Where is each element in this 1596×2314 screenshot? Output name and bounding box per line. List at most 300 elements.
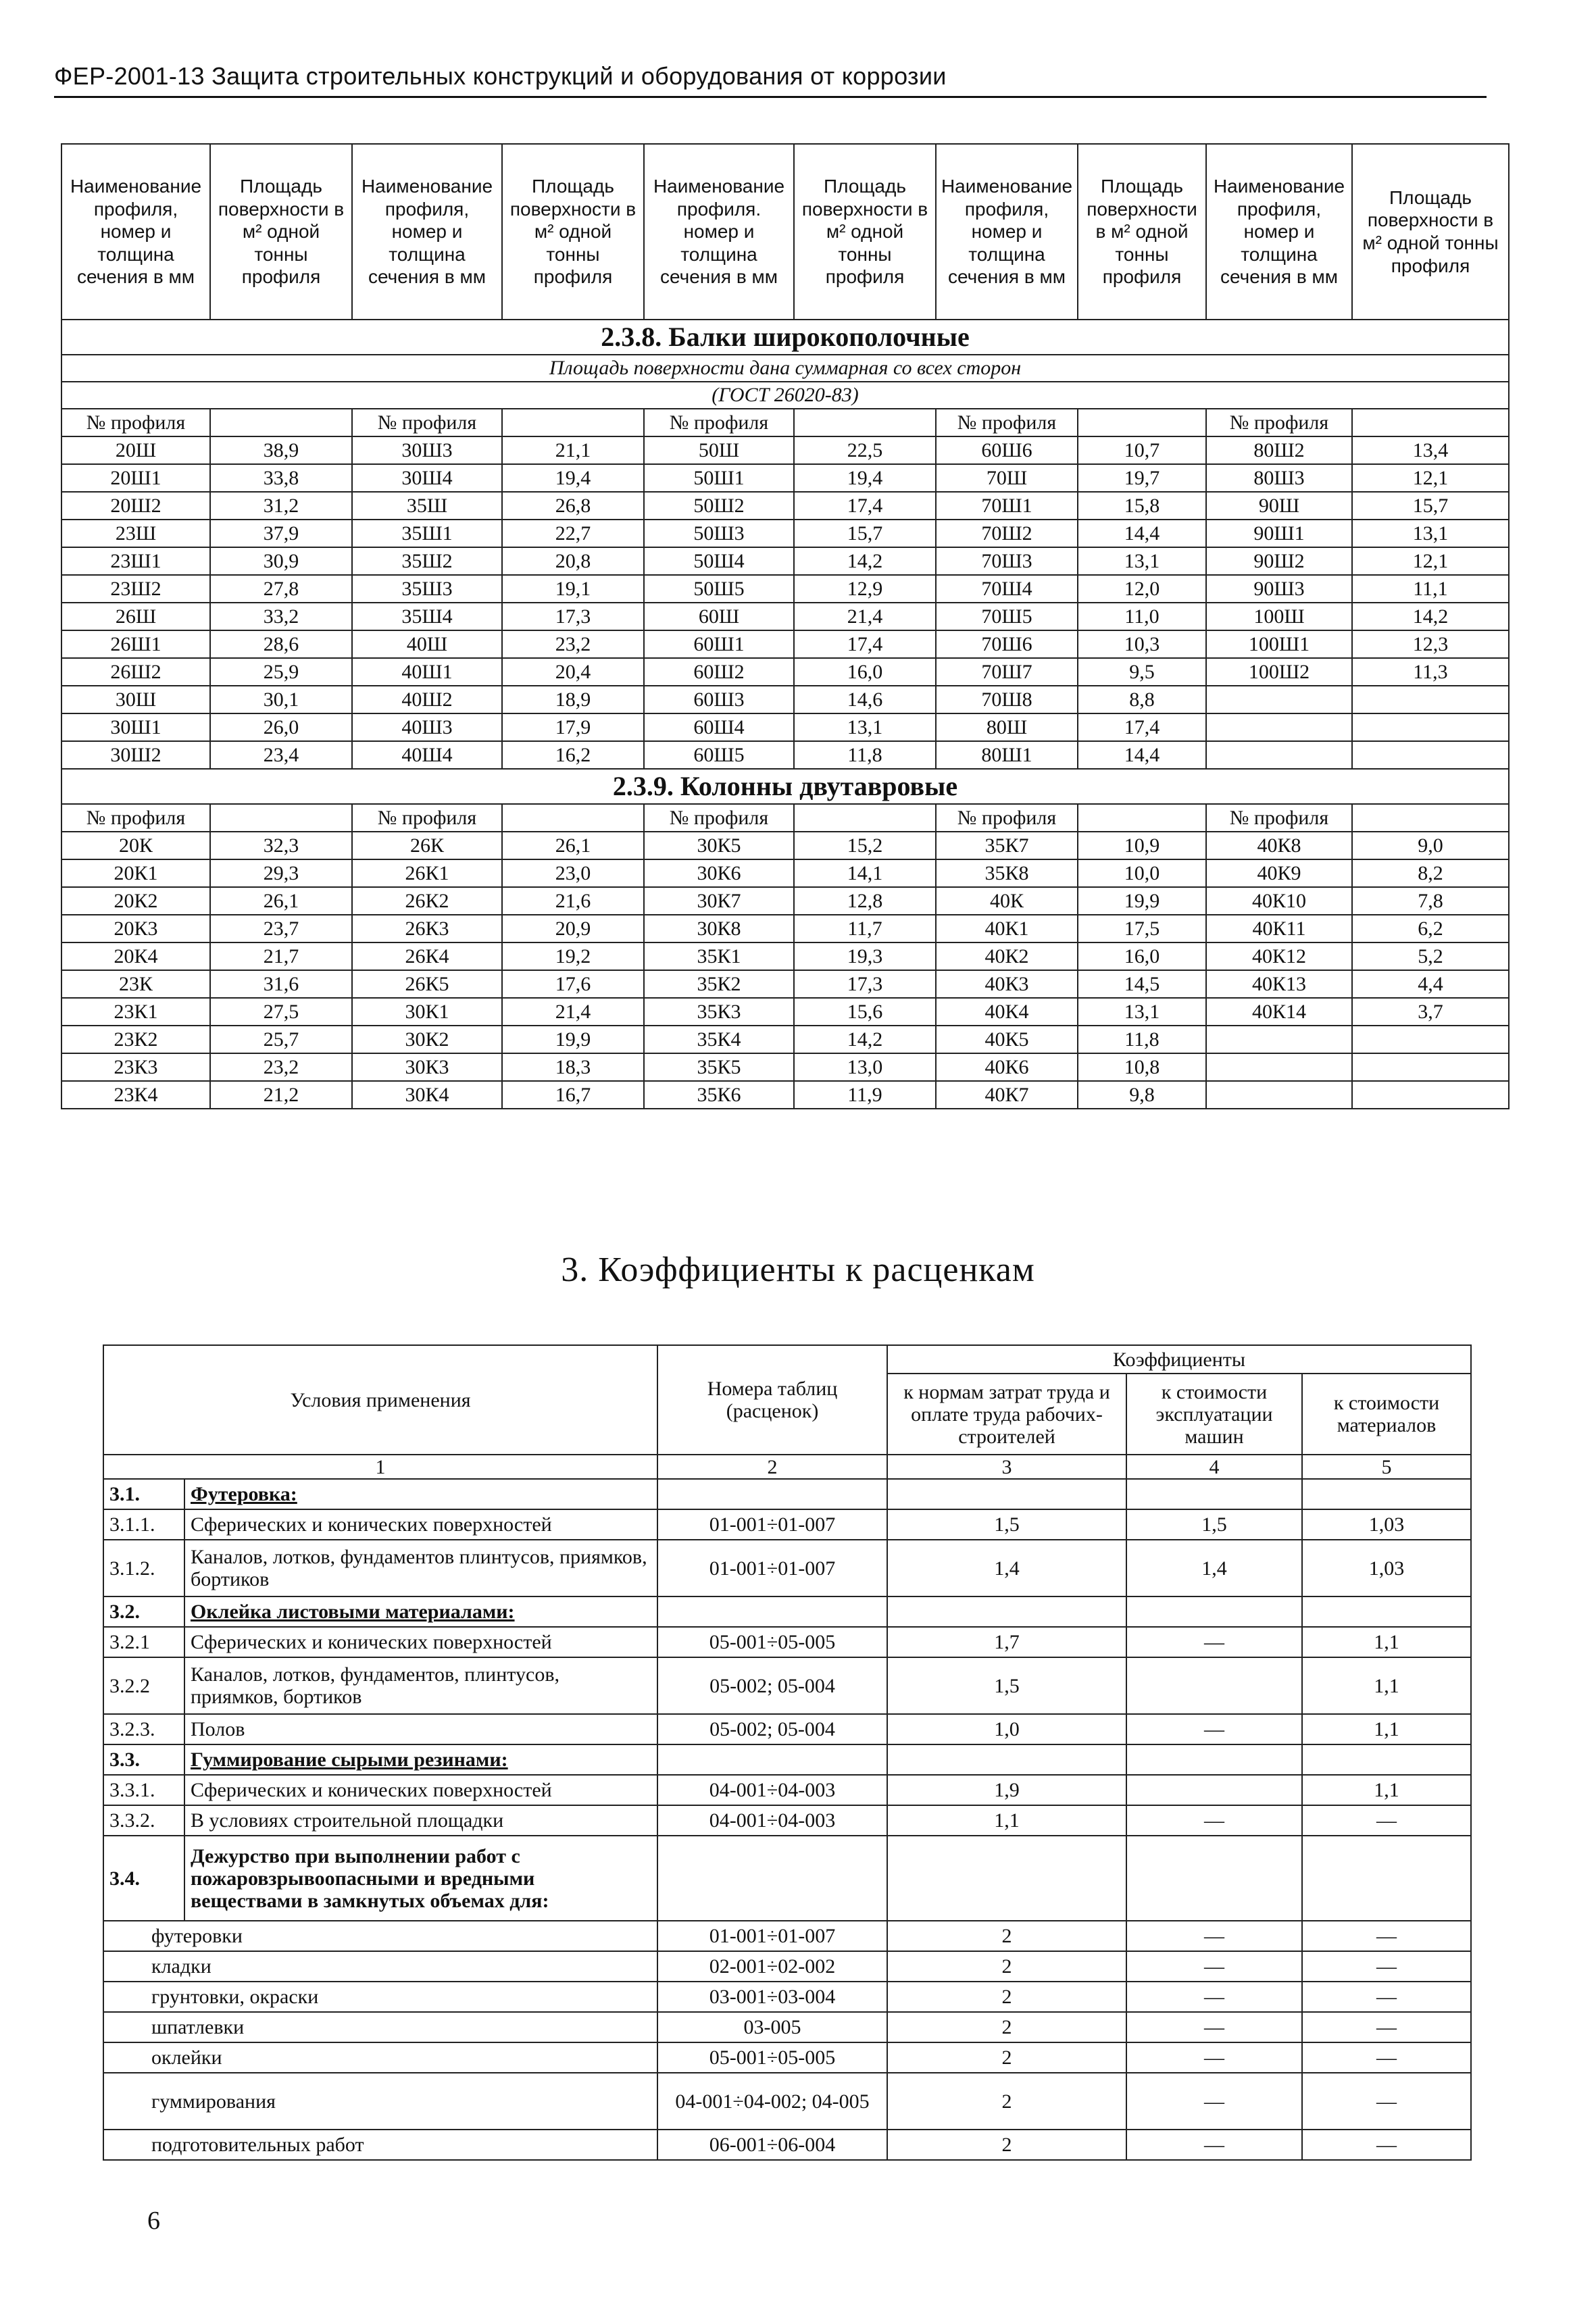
table-row	[61, 492, 1509, 520]
materials-coefficient: 1,03	[1302, 1540, 1471, 1596]
machines-coefficient: —	[1126, 2073, 1302, 2130]
profile-name-cell: 35Ш2	[352, 547, 502, 575]
profile-name-cell: 23К3	[61, 1053, 210, 1081]
profile-number-label: № профиля	[61, 409, 210, 436]
surface-area-cell	[1352, 1026, 1509, 1053]
table-row	[61, 741, 1509, 769]
labor-coefficient: 1,5	[887, 1657, 1126, 1714]
profile-name-cell: 23К4	[61, 1081, 210, 1109]
table-numbers: 01-001÷01-007	[657, 1921, 887, 1951]
surface-area-cell: 16,0	[1078, 942, 1206, 970]
machines-coefficient: —	[1126, 1951, 1302, 1982]
labor-coefficient	[887, 1596, 1126, 1627]
section-standard: (ГОСТ 26020-83)	[61, 382, 1509, 409]
condition-text: В условиях строительной площадки	[184, 1805, 657, 1836]
table-row	[61, 436, 1509, 464]
surface-area-cell: 15,6	[794, 998, 936, 1026]
surface-area-cell: 31,6	[210, 970, 352, 998]
surface-area-cell: 19,4	[794, 464, 936, 492]
profile-name-cell: 20Ш1	[61, 464, 210, 492]
profile-name-cell: 30К6	[644, 859, 794, 887]
profile-name-cell: 70Ш4	[936, 575, 1078, 603]
surface-area-cell: 17,9	[502, 713, 644, 741]
surface-area-cell: 11,0	[1078, 603, 1206, 630]
coefficients-table	[103, 1344, 1472, 2161]
profile-name-cell: 70Ш5	[936, 603, 1078, 630]
profile-column-header: Площадь поверхности в м² одной тонны профиля	[210, 144, 352, 320]
machines-coefficient	[1126, 1775, 1302, 1805]
surface-area-cell: 11,1	[1352, 575, 1509, 603]
profile-name-cell: 35Ш1	[352, 520, 502, 547]
profile-name-cell: 30Ш	[61, 686, 210, 713]
surface-area-cell: 4,4	[1352, 970, 1509, 998]
profile-name-cell: 20Ш2	[61, 492, 210, 520]
surface-area-cell: 5,2	[1352, 942, 1509, 970]
surface-area-cell: 14,2	[1352, 603, 1509, 630]
empty-cell	[210, 804, 352, 832]
profile-name-cell: 60Ш5	[644, 741, 794, 769]
table-row	[103, 1744, 1471, 1775]
table-numbers: 06-001÷06-004	[657, 2130, 887, 2160]
table-row	[61, 547, 1509, 575]
machines-coefficient: 1,4	[1126, 1540, 1302, 1596]
profile-name-cell: 50Ш4	[644, 547, 794, 575]
table-row	[103, 2073, 1471, 2130]
surface-area-cell: 26,1	[502, 832, 644, 859]
profile-table-body	[61, 144, 1509, 1109]
materials-coefficient: 1,03	[1302, 1509, 1471, 1540]
labor-coefficient: 1,0	[887, 1714, 1126, 1744]
surface-area-cell: 27,8	[210, 575, 352, 603]
surface-area-cell	[1352, 713, 1509, 741]
profile-name-cell: 70Ш7	[936, 658, 1078, 686]
surface-area-cell: 12,0	[1078, 575, 1206, 603]
profile-name-cell: 30К1	[352, 998, 502, 1026]
surface-area-cell: 21,4	[502, 998, 644, 1026]
profile-header-row	[61, 144, 1509, 320]
surface-area-cell: 13,1	[794, 713, 936, 741]
table-row	[103, 1714, 1471, 1744]
surface-area-cell: 22,5	[794, 436, 936, 464]
condition-text: Каналов, лотков, фундаментов, плинтусов, приямков, бортиков	[184, 1657, 657, 1714]
table-row	[61, 520, 1509, 547]
table-row	[103, 2012, 1471, 2042]
machines-coefficient: 1,5	[1126, 1509, 1302, 1540]
profile-name-cell: 26К2	[352, 887, 502, 915]
surface-area-cell: 21,6	[502, 887, 644, 915]
header-table-numbers: Номера таблиц (расценок)	[657, 1345, 887, 1455]
profile-name-cell: 90Ш1	[1206, 520, 1352, 547]
table-row	[103, 1657, 1471, 1714]
table-row	[103, 1479, 1471, 1509]
profile-name-cell: 20Ш	[61, 436, 210, 464]
surface-area-cell: 19,1	[502, 575, 644, 603]
condition-text: Оклейка листовыми материалами:	[184, 1596, 657, 1627]
table-numbers	[657, 1596, 887, 1627]
materials-coefficient: 1,1	[1302, 1657, 1471, 1714]
surface-area-cell: 8,8	[1078, 686, 1206, 713]
labor-coefficient: 2	[887, 1982, 1126, 2012]
profile-name-cell: 40К2	[936, 942, 1078, 970]
profile-name-cell: 70Ш1	[936, 492, 1078, 520]
profile-name-cell: 30К4	[352, 1081, 502, 1109]
machines-coefficient: —	[1126, 1982, 1302, 2012]
profile-name-cell: 40К3	[936, 970, 1078, 998]
profile-name-cell: 26К1	[352, 859, 502, 887]
surface-area-cell: 9,5	[1078, 658, 1206, 686]
machines-coefficient	[1126, 1596, 1302, 1627]
table-numbers: 05-001÷05-005	[657, 2042, 887, 2073]
profile-name-cell: 40К4	[936, 998, 1078, 1026]
profile-name-cell: 23Ш2	[61, 575, 210, 603]
profile-name-cell: 80Ш	[936, 713, 1078, 741]
table-numbers: 03-001÷03-004	[657, 1982, 887, 2012]
table-numbers: 04-001÷04-003	[657, 1805, 887, 1836]
surface-area-cell: 17,5	[1078, 915, 1206, 942]
materials-coefficient: —	[1302, 2012, 1471, 2042]
surface-area-cell: 23,4	[210, 741, 352, 769]
profile-name-cell: 35К6	[644, 1081, 794, 1109]
item-number: 3.1.2.	[103, 1540, 184, 1596]
machines-coefficient	[1126, 1744, 1302, 1775]
profile-name-cell: 23К1	[61, 998, 210, 1026]
surface-area-cell	[1352, 1081, 1509, 1109]
profile-name-cell: 70Ш6	[936, 630, 1078, 658]
empty-cell	[502, 409, 644, 436]
table-row	[61, 915, 1509, 942]
surface-area-cell: 23,2	[210, 1053, 352, 1081]
profile-name-cell: 50Ш	[644, 436, 794, 464]
surface-area-cell: 12,1	[1352, 464, 1509, 492]
condition-text: подготовительных работ	[103, 2130, 657, 2160]
table-numbers: 04-001÷04-002; 04-005	[657, 2073, 887, 2130]
empty-cell	[1078, 804, 1206, 832]
surface-area-cell: 26,1	[210, 887, 352, 915]
table-row	[103, 2130, 1471, 2160]
surface-area-cell: 14,2	[794, 547, 936, 575]
profile-column-header: Площадь поверхности в м² одной тонны профиля	[1352, 144, 1509, 320]
surface-area-cell: 9,0	[1352, 832, 1509, 859]
empty-cell	[794, 409, 936, 436]
surface-area-cell: 13,1	[1078, 998, 1206, 1026]
profile-name-cell: 70Ш8	[936, 686, 1078, 713]
profile-name-cell: 35К8	[936, 859, 1078, 887]
profile-column-header: Наименование профиля, номер и толщина сечения в мм	[61, 144, 210, 320]
surface-area-cell: 8,2	[1352, 859, 1509, 887]
table-row	[61, 832, 1509, 859]
surface-area-cell: 15,8	[1078, 492, 1206, 520]
surface-area-cell: 31,2	[210, 492, 352, 520]
surface-area-cell: 25,7	[210, 1026, 352, 1053]
surface-area-cell	[1352, 741, 1509, 769]
col-number-1: 1	[103, 1455, 657, 1479]
table-row	[103, 1805, 1471, 1836]
table-row	[61, 575, 1509, 603]
condition-text: Дежурство при выполнении работ с пожаровзрывоопасными и вредными веществами в замкнутых объемах для:	[184, 1836, 657, 1921]
item-number: 3.2.	[103, 1596, 184, 1627]
table-numbers	[657, 1479, 887, 1509]
item-number: 3.2.1	[103, 1627, 184, 1657]
profile-number-label: № профиля	[1206, 409, 1352, 436]
item-number: 3.3.	[103, 1744, 184, 1775]
labor-coefficient: 2	[887, 2073, 1126, 2130]
profile-name-cell: 40К11	[1206, 915, 1352, 942]
profile-name-cell: 60Ш2	[644, 658, 794, 686]
surface-area-cell: 17,4	[1078, 713, 1206, 741]
profile-name-cell: 60Ш3	[644, 686, 794, 713]
machines-coefficient: —	[1126, 1714, 1302, 1744]
materials-coefficient: 1,1	[1302, 1627, 1471, 1657]
table-numbers: 01-001÷01-007	[657, 1509, 887, 1540]
profile-name-cell: 26К5	[352, 970, 502, 998]
surface-area-cell: 11,8	[1078, 1026, 1206, 1053]
profile-column-header: Наименование профиля. номер и толщина сечения в мм	[644, 144, 794, 320]
surface-area-cell: 12,1	[1352, 547, 1509, 575]
table-numbers: 05-002; 05-004	[657, 1657, 887, 1714]
profile-name-cell: 100Ш	[1206, 603, 1352, 630]
table-row	[103, 1836, 1471, 1921]
surface-area-cell: 19,2	[502, 942, 644, 970]
section-title-row	[61, 320, 1509, 355]
condition-text: футеровки	[103, 1921, 657, 1951]
table-numbers: 05-002; 05-004	[657, 1714, 887, 1744]
profile-name-cell: 60Ш4	[644, 713, 794, 741]
profile-name-cell: 100Ш2	[1206, 658, 1352, 686]
profile-name-cell: 40К12	[1206, 942, 1352, 970]
surface-area-cell: 13,1	[1078, 547, 1206, 575]
section-title: 2.3.8. Балки широкополочные	[61, 320, 1509, 355]
surface-area-cell: 15,2	[794, 832, 936, 859]
profile-name-cell: 40К7	[936, 1081, 1078, 1109]
profile-name-cell	[1206, 741, 1352, 769]
table-numbers: 03-005	[657, 2012, 887, 2042]
profile-name-cell: 90Ш3	[1206, 575, 1352, 603]
table-numbers: 01-001÷01-007	[657, 1540, 887, 1596]
profile-name-cell: 90Ш	[1206, 492, 1352, 520]
item-number: 3.3.1.	[103, 1775, 184, 1805]
profile-name-cell: 35Ш4	[352, 603, 502, 630]
surface-area-cell	[1352, 1053, 1509, 1081]
surface-area-cell: 9,8	[1078, 1081, 1206, 1109]
surface-area-cell: 10,3	[1078, 630, 1206, 658]
profile-name-cell: 26Ш	[61, 603, 210, 630]
table-row	[61, 630, 1509, 658]
surface-area-cell: 26,0	[210, 713, 352, 741]
surface-area-cell: 12,8	[794, 887, 936, 915]
header-coefficients: Коэффициенты	[887, 1345, 1471, 1374]
table-row	[61, 1053, 1509, 1081]
materials-coefficient	[1302, 1596, 1471, 1627]
profile-name-cell: 90Ш2	[1206, 547, 1352, 575]
profile-column-header: Наименование профиля, номер и толщина сечения в мм	[936, 144, 1078, 320]
table-row	[61, 603, 1509, 630]
profile-name-cell: 26Ш2	[61, 658, 210, 686]
surface-area-cell: 19,9	[502, 1026, 644, 1053]
profile-column-header: Площадь поверхности в м² одной тонны профиля	[1078, 144, 1206, 320]
materials-coefficient: —	[1302, 1982, 1471, 2012]
condition-text: Гуммирование сырыми резинами:	[184, 1744, 657, 1775]
empty-cell	[1078, 409, 1206, 436]
machines-coefficient: —	[1126, 1805, 1302, 1836]
labor-coefficient: 1,4	[887, 1540, 1126, 1596]
surface-area-cell: 10,9	[1078, 832, 1206, 859]
surface-area-cell: 16,2	[502, 741, 644, 769]
profile-name-cell: 23Ш1	[61, 547, 210, 575]
profile-number-label: № профиля	[352, 804, 502, 832]
table-row	[61, 1081, 1509, 1109]
profile-name-cell: 50Ш5	[644, 575, 794, 603]
profile-number-label: № профиля	[1206, 804, 1352, 832]
surface-area-cell: 11,9	[794, 1081, 936, 1109]
profile-name-cell: 40Ш4	[352, 741, 502, 769]
surface-area-cell: 37,9	[210, 520, 352, 547]
materials-coefficient: —	[1302, 2130, 1471, 2160]
profile-name-cell: 35К3	[644, 998, 794, 1026]
profile-name-cell: 26Ш1	[61, 630, 210, 658]
surface-area-cell: 30,9	[210, 547, 352, 575]
surface-area-cell: 12,3	[1352, 630, 1509, 658]
table-row	[103, 1627, 1471, 1657]
table-row	[61, 859, 1509, 887]
materials-coefficient	[1302, 1836, 1471, 1921]
profile-column-header: Наименование профиля, номер и толщина сечения в мм	[352, 144, 502, 320]
empty-cell	[210, 409, 352, 436]
surface-area-cell: 14,6	[794, 686, 936, 713]
table-row	[61, 942, 1509, 970]
profile-name-cell: 20К	[61, 832, 210, 859]
profile-name-cell: 70Ш	[936, 464, 1078, 492]
profile-name-cell: 30К3	[352, 1053, 502, 1081]
condition-text: оклейки	[103, 2042, 657, 2073]
profile-name-cell: 26К	[352, 832, 502, 859]
surface-area-cell: 20,9	[502, 915, 644, 942]
surface-area-cell: 23,7	[210, 915, 352, 942]
surface-area-cell: 13,4	[1352, 436, 1509, 464]
table-row	[61, 998, 1509, 1026]
surface-area-cell: 7,8	[1352, 887, 1509, 915]
item-number: 3.3.2.	[103, 1805, 184, 1836]
materials-coefficient: —	[1302, 1951, 1471, 1982]
surface-area-cell: 19,4	[502, 464, 644, 492]
profile-name-cell: 23К2	[61, 1026, 210, 1053]
surface-area-cell: 22,7	[502, 520, 644, 547]
profile-name-cell: 40К	[936, 887, 1078, 915]
labor-coefficient	[887, 1836, 1126, 1921]
col-number-4: 4	[1126, 1455, 1302, 1479]
surface-area-cell: 11,7	[794, 915, 936, 942]
machines-coefficient: —	[1126, 1921, 1302, 1951]
profile-surface-table	[61, 143, 1510, 1109]
surface-area-cell: 10,7	[1078, 436, 1206, 464]
surface-area-cell: 3,7	[1352, 998, 1509, 1026]
profile-name-cell: 30Ш4	[352, 464, 502, 492]
profile-number-label-row	[61, 409, 1509, 436]
profile-name-cell: 30К2	[352, 1026, 502, 1053]
surface-area-cell: 21,1	[502, 436, 644, 464]
surface-area-cell: 16,7	[502, 1081, 644, 1109]
surface-area-cell: 33,8	[210, 464, 352, 492]
profile-name-cell: 35К7	[936, 832, 1078, 859]
surface-area-cell: 33,2	[210, 603, 352, 630]
surface-area-cell: 12,9	[794, 575, 936, 603]
surface-area-cell: 10,8	[1078, 1053, 1206, 1081]
labor-coefficient: 1,9	[887, 1775, 1126, 1805]
table-numbers	[657, 1744, 887, 1775]
section-standard-row	[61, 382, 1509, 409]
coefficients-table-body	[103, 1479, 1471, 2160]
profile-name-cell: 23Ш	[61, 520, 210, 547]
profile-number-label: № профиля	[352, 409, 502, 436]
profile-name-cell: 40Ш1	[352, 658, 502, 686]
surface-area-cell: 19,7	[1078, 464, 1206, 492]
machines-coefficient	[1126, 1479, 1302, 1509]
materials-coefficient: 1,1	[1302, 1714, 1471, 1744]
col-number-3: 3	[887, 1455, 1126, 1479]
surface-area-cell: 32,3	[210, 832, 352, 859]
table-numbers: 02-001÷02-002	[657, 1951, 887, 1982]
item-number: 3.4.	[103, 1836, 184, 1921]
profile-name-cell: 20К4	[61, 942, 210, 970]
machines-coefficient	[1126, 1657, 1302, 1714]
profile-name-cell: 40Ш2	[352, 686, 502, 713]
condition-text: Сферических и конических поверхностей	[184, 1627, 657, 1657]
surface-area-cell: 15,7	[794, 520, 936, 547]
surface-area-cell: 18,3	[502, 1053, 644, 1081]
surface-area-cell: 26,8	[502, 492, 644, 520]
profile-name-cell: 60Ш1	[644, 630, 794, 658]
surface-area-cell: 17,4	[794, 492, 936, 520]
labor-coefficient: 1,1	[887, 1805, 1126, 1836]
table-row	[61, 1026, 1509, 1053]
labor-coefficient: 2	[887, 2012, 1126, 2042]
section-3-title: 3. Коэффициенты к расценкам	[561, 1251, 1035, 1289]
item-number: 3.1.1.	[103, 1509, 184, 1540]
surface-area-cell: 20,8	[502, 547, 644, 575]
labor-coefficient: 1,7	[887, 1627, 1126, 1657]
item-number: 3.1.	[103, 1479, 184, 1509]
profile-number-label: № профиля	[644, 409, 794, 436]
surface-area-cell: 14,1	[794, 859, 936, 887]
table-row	[61, 887, 1509, 915]
condition-text: шпатлевки	[103, 2012, 657, 2042]
empty-cell	[502, 804, 644, 832]
table-row	[61, 658, 1509, 686]
surface-area-cell: 23,0	[502, 859, 644, 887]
profile-name-cell: 35К5	[644, 1053, 794, 1081]
section-title: 2.3.9. Колонны двутавровые	[61, 769, 1509, 804]
profile-name-cell: 60Ш	[644, 603, 794, 630]
surface-area-cell: 28,6	[210, 630, 352, 658]
profile-name-cell: 50Ш2	[644, 492, 794, 520]
surface-area-cell: 19,3	[794, 942, 936, 970]
machines-coefficient	[1126, 1836, 1302, 1921]
profile-name-cell: 26К3	[352, 915, 502, 942]
labor-coefficient: 2	[887, 2130, 1126, 2160]
labor-coefficient	[887, 1479, 1126, 1509]
materials-coefficient: —	[1302, 2073, 1471, 2130]
table-row	[103, 2042, 1471, 2073]
header-machines: к стоимости эксплуатации машин	[1126, 1374, 1302, 1455]
profile-name-cell: 40К1	[936, 915, 1078, 942]
condition-text: Сферических и конических поверхностей	[184, 1775, 657, 1805]
profile-number-label: № профиля	[61, 804, 210, 832]
profile-name-cell: 35К4	[644, 1026, 794, 1053]
condition-text: Полов	[184, 1714, 657, 1744]
profile-name-cell	[1206, 1081, 1352, 1109]
condition-text: Футеровка:	[184, 1479, 657, 1509]
surface-area-cell: 18,9	[502, 686, 644, 713]
materials-coefficient	[1302, 1744, 1471, 1775]
